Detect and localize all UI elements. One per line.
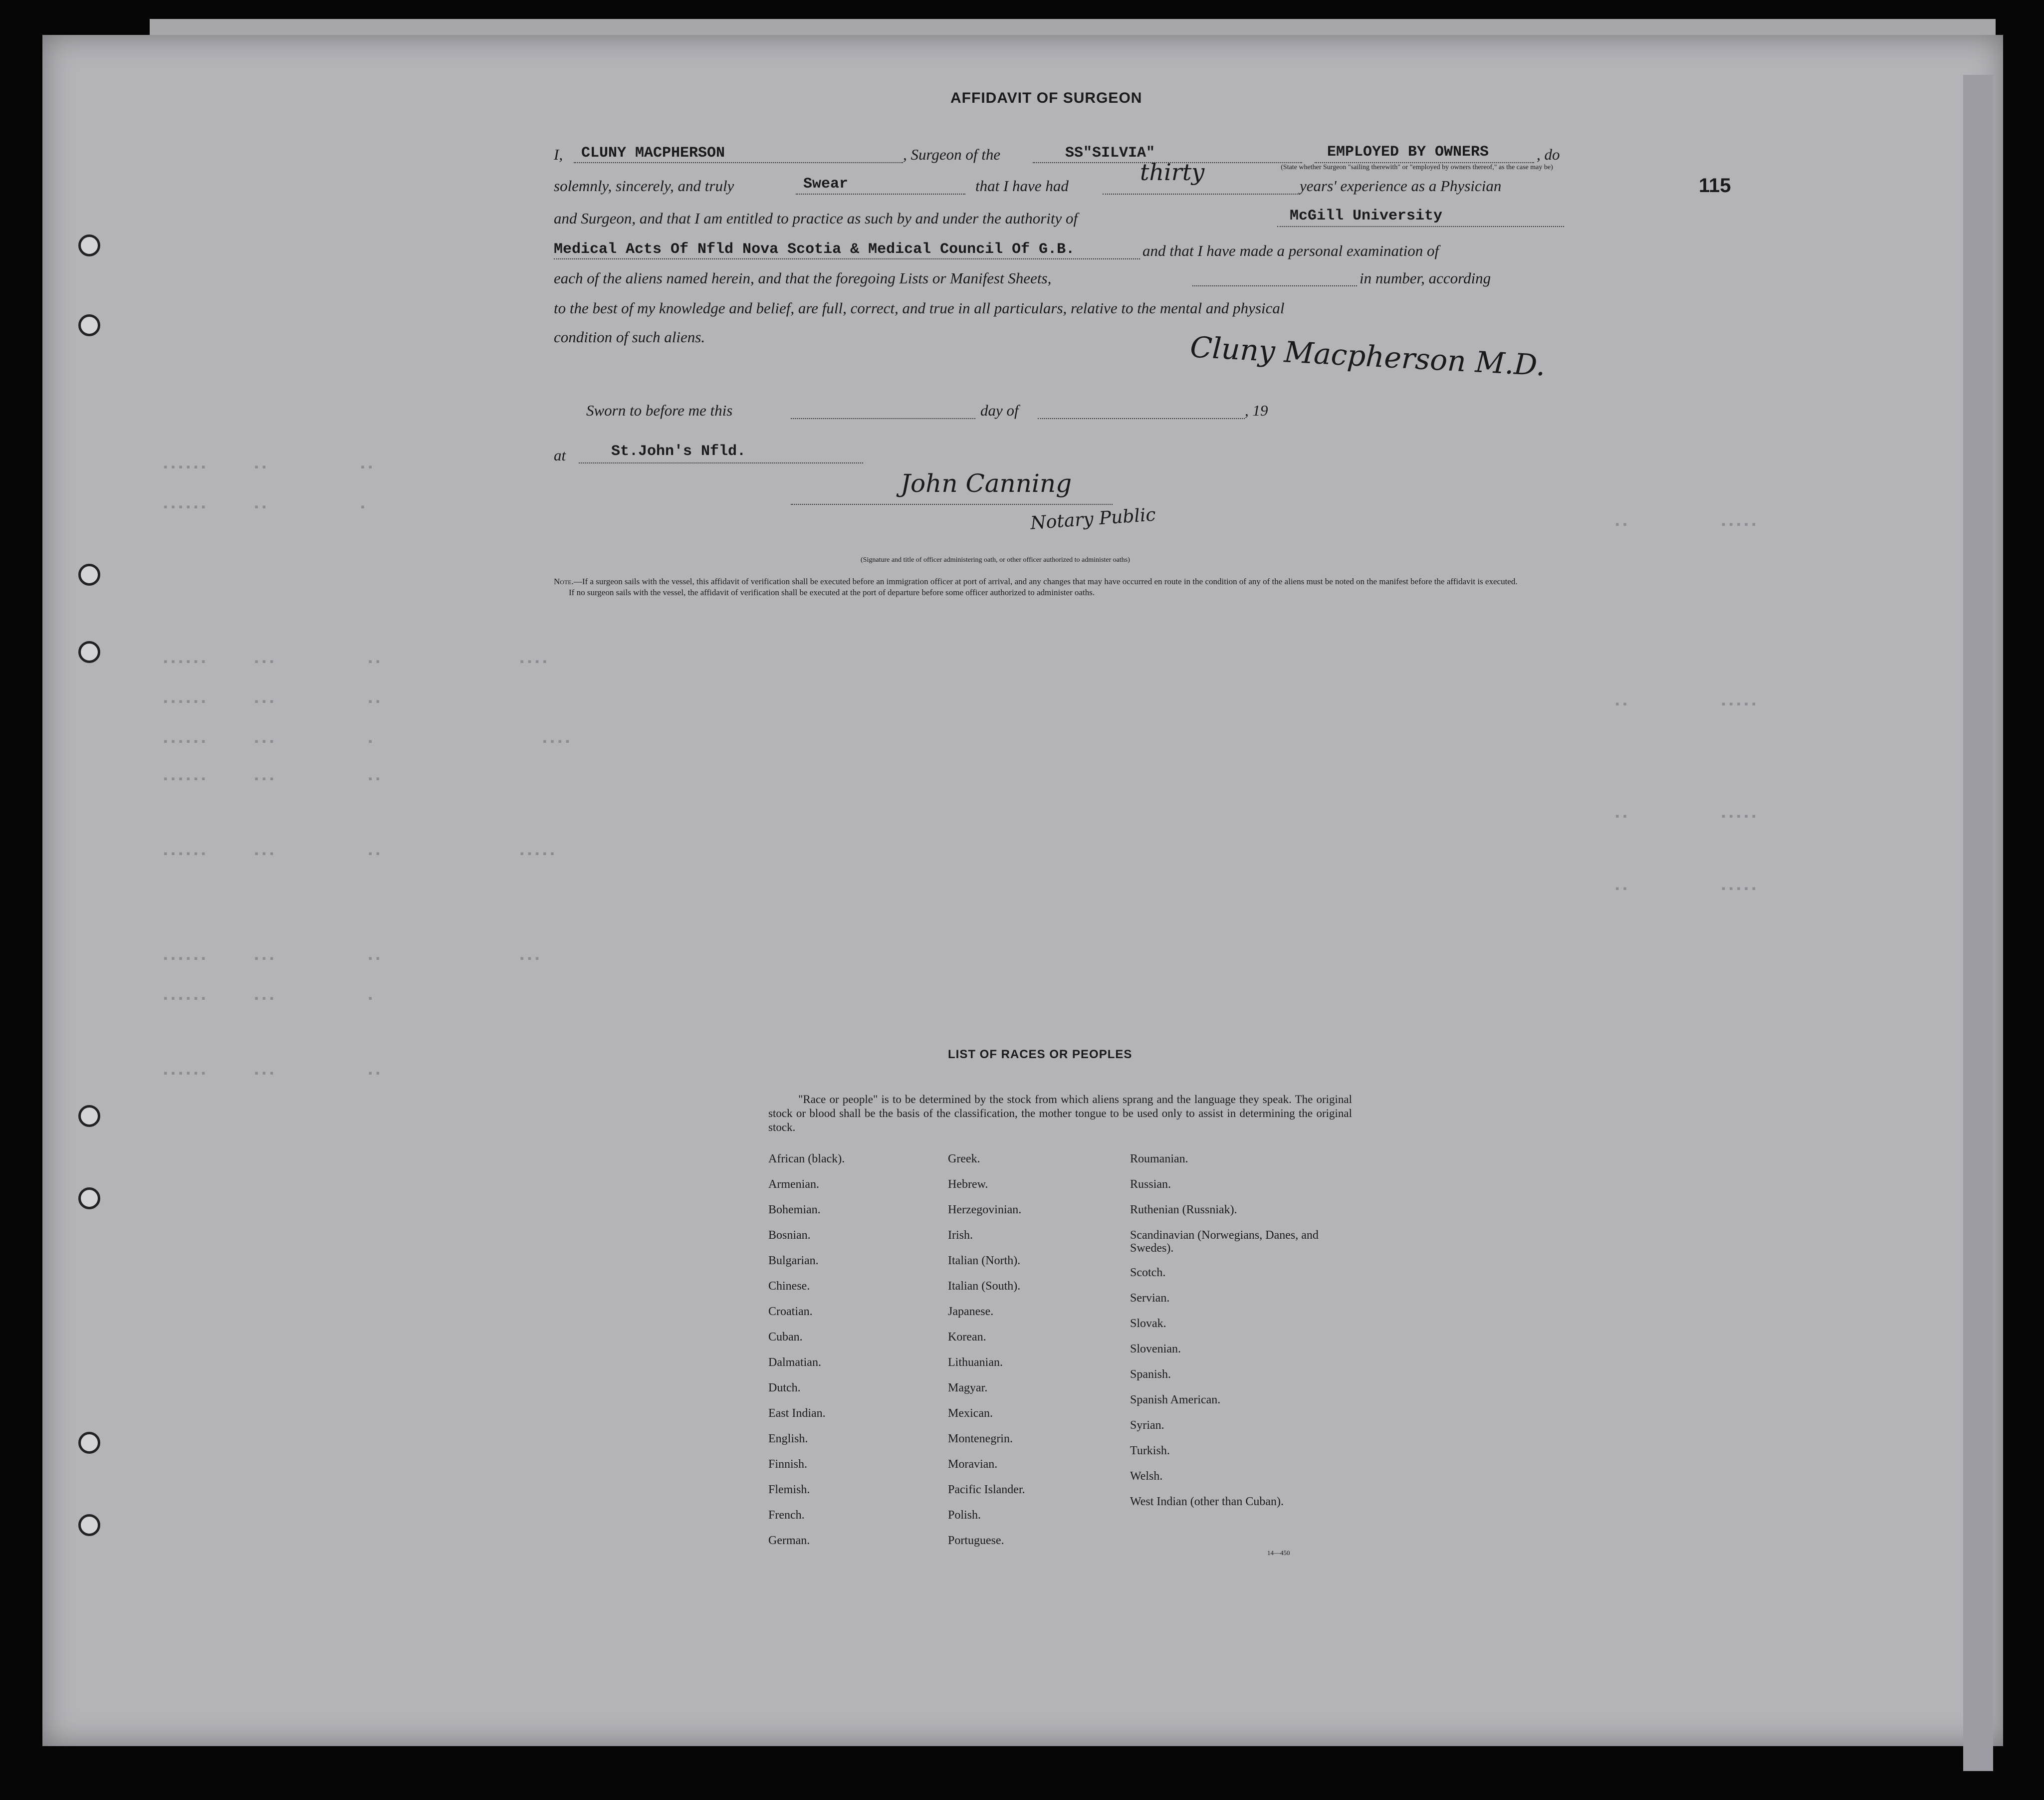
official-title: Notary Public [1029, 504, 1156, 534]
line7-text: condition of such aliens. [554, 328, 705, 346]
race-item: Slovak. [1130, 1317, 1166, 1330]
race-item: Greek. [948, 1152, 980, 1165]
race-item: Servian. [1130, 1292, 1170, 1305]
race-item: Spanish American. [1130, 1393, 1221, 1406]
race-item: Russian. [1130, 1178, 1171, 1191]
note-text-1: —If a surgeon sails with the vessel, this affidavit of verification shall be executed before an immigration officer at port of arrival, and any changes that may have occurred en route in the condition of any of the aliens must be noted on the manifest before the affidavit is executed. [573, 577, 1518, 586]
race-item: Lithuanian. [948, 1356, 1003, 1369]
race-item: Polish. [948, 1509, 981, 1522]
line1-prefix: I, [554, 146, 563, 163]
binder-hole-icon [78, 314, 100, 336]
official-signature: John Canning [901, 469, 1072, 498]
sworn-year: , 19 [1245, 402, 1268, 419]
race-item: Chinese. [768, 1280, 810, 1293]
race-item: Spanish. [1130, 1368, 1171, 1381]
authority-field-2: Medical Acts Of Nfld Nova Scotia & Medical Council Of G.B. [554, 241, 1075, 258]
sworn-middle: day of [980, 402, 1019, 419]
race-item: Korean. [948, 1331, 986, 1344]
race-item: Dalmatian. [768, 1356, 821, 1369]
binder-hole-icon [78, 1514, 100, 1536]
line5-end: in number, according [1360, 269, 1491, 287]
race-item: Bulgarian. [768, 1254, 819, 1267]
form-code: 14—450 [1267, 1549, 1290, 1557]
race-item: Ruthenian (Russniak). [1130, 1203, 1237, 1216]
page-number: 115 [1699, 175, 1731, 197]
race-item: Flemish. [768, 1483, 810, 1496]
race-item: Moravian. [948, 1458, 998, 1471]
years-experience-field: thirty [1140, 159, 1205, 186]
race-item: Japanese. [948, 1305, 994, 1318]
binder-hole-icon [78, 1105, 100, 1127]
race-item: Bosnian. [768, 1229, 811, 1242]
race-item: Magyar. [948, 1381, 988, 1394]
line6-text: to the best of my knowledge and belief, are full, correct, and true in all particulars, relative to the mental and physical [554, 299, 1285, 317]
note-text-2: If no surgeon sails with the vessel, the affidavit of verification shall be executed at the port of departure before some officer authorized to administer oaths. [569, 588, 1095, 597]
race-item: Herzegovinian. [948, 1203, 1022, 1216]
race-item: Cuban. [768, 1331, 803, 1344]
race-item: Hebrew. [948, 1178, 988, 1191]
race-item: Dutch. [768, 1381, 801, 1394]
place-field: St.John's Nfld. [611, 443, 746, 460]
race-item: Welsh. [1130, 1470, 1163, 1483]
ship-name-field: SS"SILVIA" [1065, 145, 1155, 162]
race-item: German. [768, 1534, 810, 1547]
line2-middle: that I have had [975, 177, 1069, 195]
race-item: Irish. [948, 1229, 973, 1242]
race-item: Pacific Islander. [948, 1483, 1025, 1496]
authority-field-1: McGill University [1290, 208, 1443, 225]
race-item: African (black). [768, 1152, 845, 1165]
surgeon-signature: Cluny Macpherson M.D. [1189, 330, 1547, 383]
race-item: Turkish. [1130, 1444, 1170, 1457]
binder-hole-icon [78, 641, 100, 663]
stacked-pages-edge [1963, 75, 1993, 1771]
oath-type-field: Swear [803, 176, 849, 193]
race-item: Roumanian. [1130, 1152, 1188, 1165]
race-item: Mexican. [948, 1407, 993, 1420]
race-item: English. [768, 1432, 808, 1445]
race-item: Montenegrin. [948, 1432, 1013, 1445]
race-item: French. [768, 1509, 805, 1522]
line1-middle: , Surgeon of the [903, 146, 1001, 163]
races-intro: "Race or people" is to be determined by the stock from which aliens sprang and the language they speak. The original stock or blood shall be the basis of the classification, the mother tongue to be used only to assist in determining the original stock. [768, 1093, 1352, 1133]
race-item: Bohemian. [768, 1203, 821, 1216]
race-item: West Indian (other than Cuban). [1130, 1495, 1284, 1508]
affidavit-title: AFFIDAVIT OF SURGEON [950, 90, 1142, 106]
line4-end: and that I have made a personal examination of [1142, 242, 1439, 259]
race-item: Italian (South). [948, 1280, 1021, 1293]
line2-prefix: solemnly, sincerely, and truly [554, 177, 734, 195]
race-item: Croatian. [768, 1305, 813, 1318]
race-item: Italian (North). [948, 1254, 1021, 1267]
line3-text: and Surgeon, and that I am entitled to practice as such by and under the authority of [554, 210, 1078, 227]
at-label: at [554, 447, 566, 464]
employment-hint: (State whether Surgeon "sailing therewith" or "employed by owners thereof," as the case may be) [1281, 164, 1553, 171]
races-title: LIST OF RACES OR PEOPLES [948, 1048, 1133, 1061]
race-item: Armenian. [768, 1178, 819, 1191]
race-item: Portuguese. [948, 1534, 1004, 1547]
line1-end: , do [1537, 146, 1560, 163]
race-item: East Indian. [768, 1407, 826, 1420]
surgeon-name-field: CLUNY MACPHERSON [581, 145, 725, 162]
official-hint: (Signature and title of officer administering oath, or other officer authorized to administer oaths) [861, 556, 1130, 564]
line2-end: years' experience as a Physician [1300, 177, 1502, 195]
binder-hole-icon [78, 1432, 100, 1454]
binder-hole-icon [78, 564, 100, 586]
race-item: Slovenian. [1130, 1343, 1181, 1355]
race-item: Scandinavian (Norwegians, Danes, and Swedes). [1130, 1229, 1319, 1255]
note-label: Note. [554, 577, 574, 586]
race-item: Syrian. [1130, 1419, 1164, 1432]
binder-hole-icon [78, 1187, 100, 1209]
affidavit-note [554, 576, 1582, 598]
race-item: Scotch. [1130, 1266, 1166, 1279]
race-item: Finnish. [768, 1458, 808, 1471]
document-page: ▪▪▪▪▪▪ ▪▪ ▪▪ ▪▪▪▪▪▪ ▪▪ ▪ ▪▪▪▪▪▪ ▪▪▪ ▪▪ ▪▪▪▪ ▪▪▪▪▪▪ ▪▪▪ ▪▪ ▪▪▪▪▪▪ ▪▪▪ ▪ ▪▪▪▪ ▪▪▪▪▪▪ ▪▪▪ ▪▪ ▪▪▪▪▪▪ ▪▪▪ ▪▪ ▪▪▪▪▪ ▪▪▪▪▪▪ ▪▪▪ ▪▪ ▪▪▪ ▪▪▪▪▪▪ ▪▪▪ ▪ ▪▪▪▪▪▪ ▪▪▪ ▪▪ ▪▪ ▪▪▪▪▪ ▪▪ ▪▪▪▪▪ ▪▪ ▪▪▪▪▪ ▪▪ ▪▪▪▪▪ 115 AFFIDAVIT OF SURGEON I, CLUNY MACPHERSON , Surgeon of the SS"SILVIA" EMPLOYED BY OWNERS , do (State whether Surgeon "sailing therewith" or "employed by owners thereof," as the case may be) solemnly, sincerely, and truly Swear that I have had thirty years' experience as a Physician and Surgeon, and that I am entitled to practice as such by and under the authority of McGill University Medical Acts Of Nfld Nova Scotia & Medical Council Of G.B. and that I have made a personal examination of each of the aliens named herein, and that the foregoing Lists or Manifest Sheets, in number, according to the best of my knowledge and belief, are full, correct, and true in all particulars, relative to the mental and physical condition of such aliens. Cluny Macpherson M.D. Sworn to before me this day of , 19 at St.John's Nfld. John Canning Notary Public (Signature and title of officer administering oath, or other officer authorized to administer oaths) Note.—If a surgeon sails with the vessel, this affidavit of verification shall be executed before an immigration officer at port of arrival, and any changes that may have occurred en route in the condition of any of the aliens must be noted on the manifest before the affidavit is executed. If no surgeon sails with the vessel, the affidavit of verification shall be executed at the port of departure before some officer authorized to administer oaths. LIST OF RACES OR PEOPLES "Race or people" is to be determined by the stock from which aliens sprang and the language they speak. The original stock or blood shall be the basis of the classification, the mother tongue to be used only to assist in determining the original stock. African (black). Armenian. Bohemian. Bosnian. Bulgarian. Chinese. Croatian. Cuban. Dalmatian. Dutch. East Indian. English. Finnish. Flemish. French. German. Greek. Hebrew. Herzegovinian. Irish. Italian (North). Italian (South). Japanese. Korean. Lithuanian. Magyar. Mexican. Montenegrin. Moravian. Pacific Islander. Polish. Portuguese. Roumanian. Russian. Ruthenian (Russniak). Scandinavian (Norwegians, Danes, and Swedes). Scotch. Servian. Slovak. Slovenian. Spanish. Spanish American. Syrian. Turkish. Welsh. West Indian (other than Cuban). 14—450 [42, 35, 2003, 1746]
binder-hole-icon [78, 234, 100, 256]
sworn-prefix: Sworn to before me this [586, 402, 733, 419]
employment-field: EMPLOYED BY OWNERS [1327, 144, 1489, 161]
line5-text: each of the aliens named herein, and that the foregoing Lists or Manifest Sheets, [554, 269, 1052, 287]
